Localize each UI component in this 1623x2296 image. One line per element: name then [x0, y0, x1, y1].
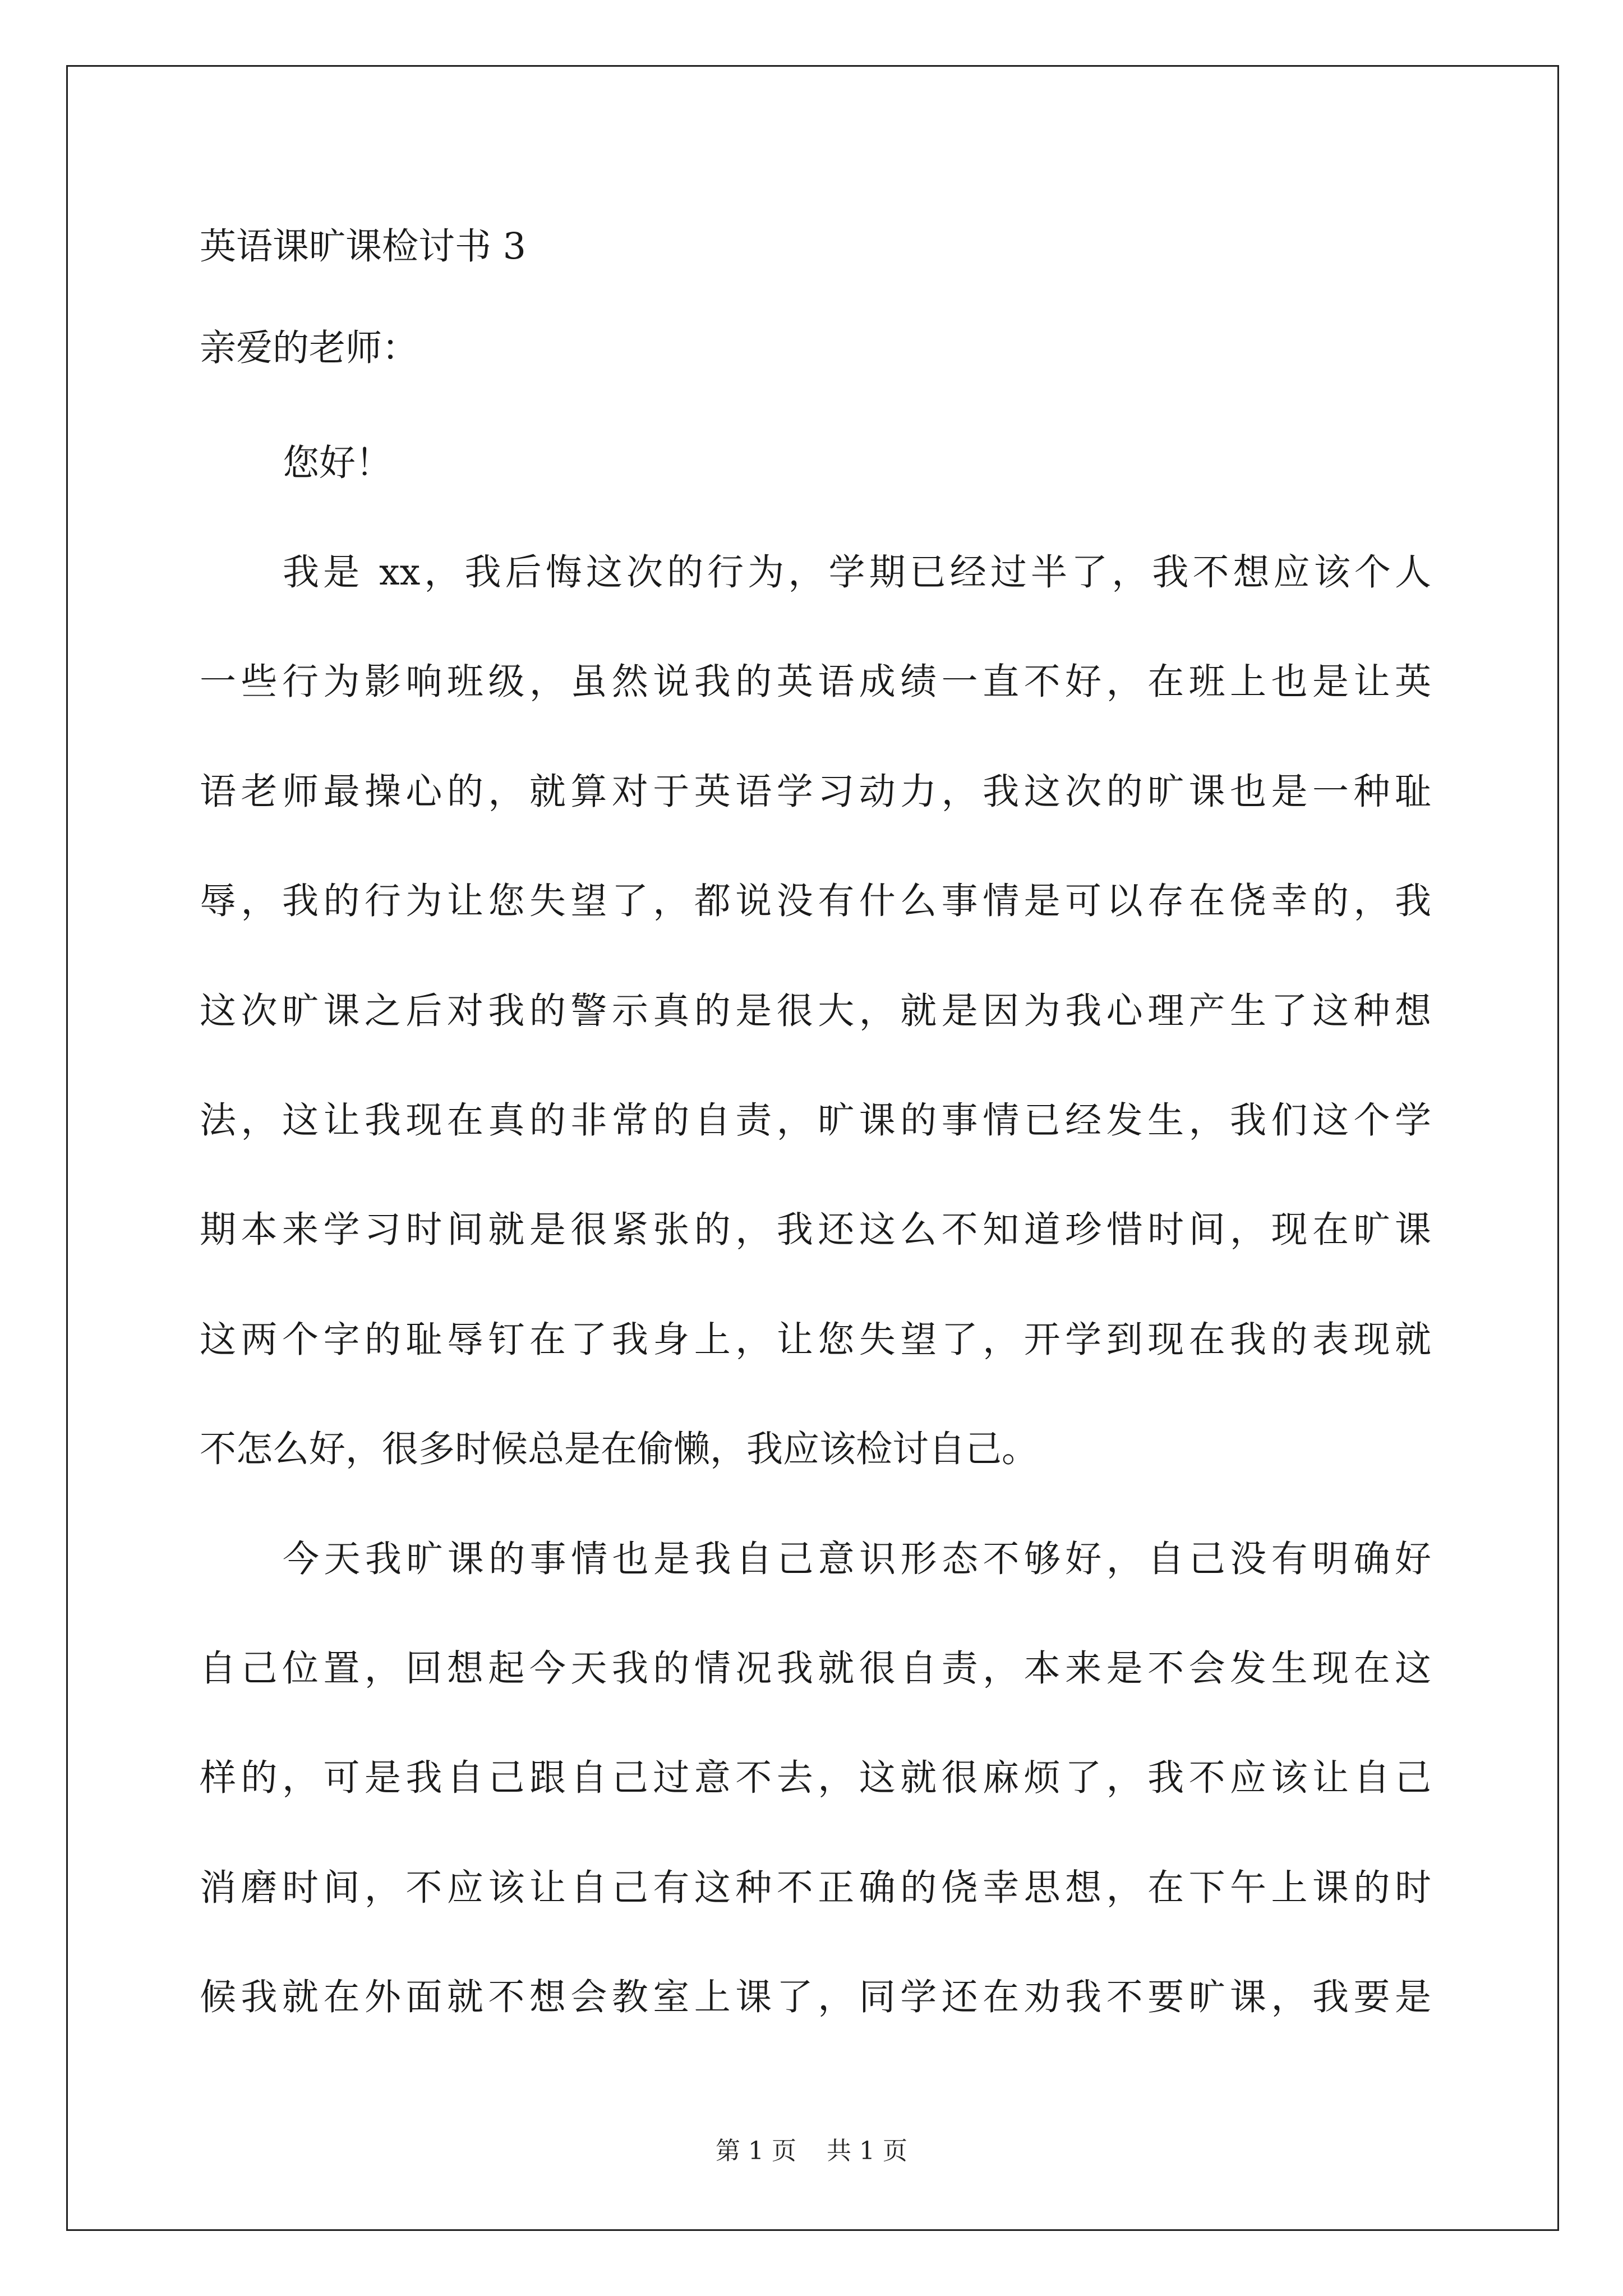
page-total: 共 1 页 [827, 2137, 907, 2165]
paragraph-line: 一些行为影响班级，虽然说我的英语成绩一直不好，在班上也是让英 [200, 661, 1431, 703]
paragraph-line: 我是 xx，我后悔这次的行为，学期已经过半了，我不想应该个人 [283, 551, 1431, 593]
paragraph-line: 样的，可是我自己跟自己过意不去，这就很麻烦了，我不应该让自己 [200, 1757, 1431, 1799]
salutation: 亲爱的老师： [200, 327, 419, 369]
paragraph-line: 辱，我的行为让您失望了，都说没有什么事情是可以存在侥幸的，我 [200, 880, 1431, 922]
page-number: 第 1 页 [716, 2137, 796, 2165]
paragraph-line: 消磨时间，不应该让自己有这种不正确的侥幸思想，在下午上课的时 [200, 1867, 1431, 1909]
paragraph-line: 语老师最操心的，就算对于英语学习动力，我这次的旷课也是一种耻 [200, 771, 1431, 813]
paragraph-line: 不怎么好，很多时候总是在偷懒，我应该检讨自己。 [200, 1428, 1039, 1470]
paragraph-line: 这两个字的耻辱钉在了我身上，让您失望了，开学到现在我的表现就 [200, 1319, 1431, 1361]
paragraph-line: 自己位置，回想起今天我的情况我就很自责，本来是不会发生现在这 [200, 1648, 1431, 1690]
greeting: 您好！ [283, 442, 393, 484]
paragraph-line: 这次旷课之后对我的警示真的是很大，就是因为我心理产生了这种想 [200, 990, 1431, 1032]
paragraph-line: 法，这让我现在真的非常的自责，旷课的事情已经发生，我们这个学 [200, 1099, 1431, 1142]
paragraph-line: 候我就在外面就不想会教室上课了，同学还在劝我不要旷课，我要是 [200, 1976, 1431, 2018]
paragraph-line: 今天我旷课的事情也是我自己意识形态不够好，自己没有明确好 [283, 1538, 1431, 1580]
document-title: 英语课旷课检讨书 3 [200, 226, 527, 268]
paragraph-line: 期本来学习时间就是很紧张的，我还这么不知道珍惜时间，现在旷课 [200, 1209, 1431, 1251]
page-footer [0, 2136, 1623, 2167]
